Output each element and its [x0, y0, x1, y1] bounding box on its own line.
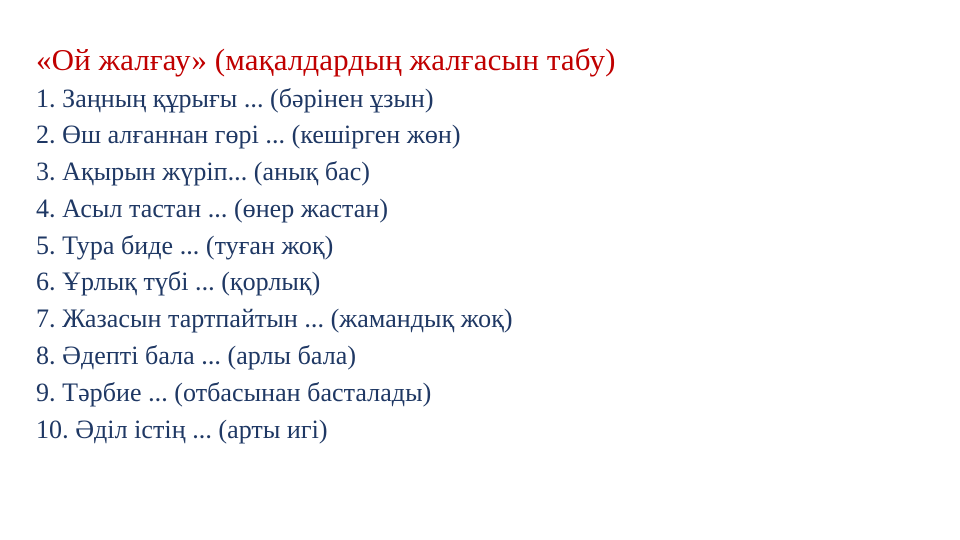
list-item: 3. Ақырын жүріп... (анық бас)	[36, 157, 370, 187]
page-title: «Ой жалғау» (мақалдардың жалғасын табу)	[36, 42, 616, 77]
proverb-list	[36, 81, 924, 449]
list-item: 6. Ұрлық түбі ... (қорлық)	[36, 267, 321, 297]
list-item: 5. Тура биде ... (туған жоқ)	[36, 230, 334, 260]
list-item: 8. Әдепті бала ... (арлы бала)	[36, 341, 357, 371]
list-item: 7. Жазасын тартпайтын ... (жамандық жоқ)	[36, 304, 513, 334]
list-item: 9. Тәрбие ... (отбасынан басталады)	[36, 377, 432, 407]
list-item: 4. Асыл тастан ... (өнер жастан)	[36, 193, 389, 223]
list-item: 2. Өш алғаннан гөрі ... (кешірген жөн)	[36, 120, 461, 150]
list-item: 1. Заңның құрығы ... (бәрінен ұзын)	[36, 83, 434, 113]
list-item: 10. Әділ істің ... (арты игі)	[36, 414, 328, 444]
